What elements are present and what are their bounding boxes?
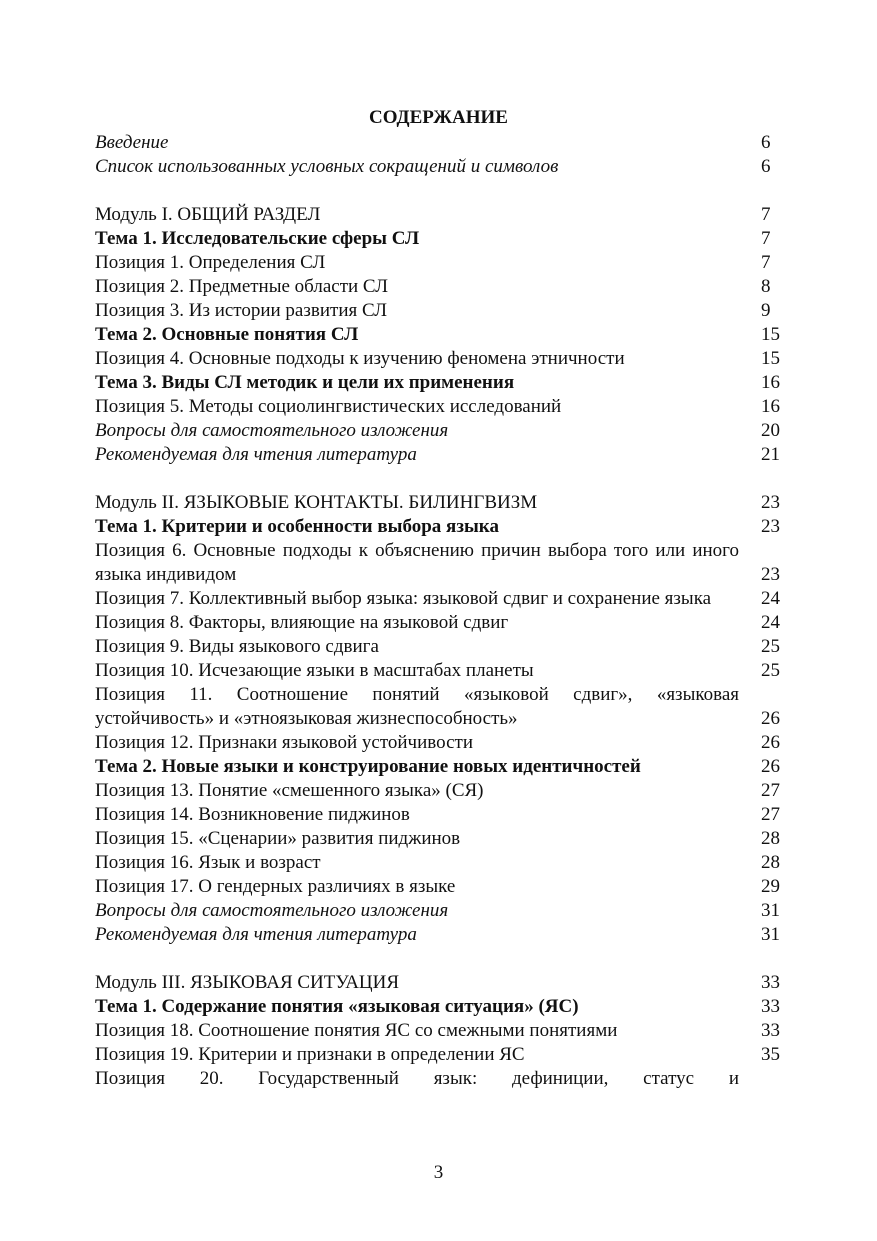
toc-entry-introduction[interactable] <box>95 131 785 155</box>
toc-entry-text: Тема 3. Виды СЛ методик и цели их применения <box>95 372 515 393</box>
toc-entry-text: Тема 1. Исследовательские сферы СЛ <box>95 228 420 249</box>
toc-entry-page: 21 <box>761 444 780 465</box>
toc-entry-theme[interactable] <box>95 371 785 395</box>
toc-entry-page: 7 <box>761 252 771 273</box>
toc-entry-page: 9 <box>761 300 771 321</box>
toc-entry-text: Тема 1. Содержание понятия «языковая ситуация» (ЯС) <box>95 996 579 1017</box>
toc-entry-text: Вопросы для самостоятельного изложения <box>95 900 449 921</box>
section-gap <box>95 467 785 491</box>
toc-entry-text: Модуль I. ОБЩИЙ РАЗДЕЛ <box>95 204 321 225</box>
toc-entry-text: Позиция 8. Факторы, влияющие на языковой сдвиг <box>95 612 509 633</box>
toc-entry-text: Введение <box>95 132 169 153</box>
toc-entry-page: 15 <box>761 348 780 369</box>
toc-entry-page: 33 <box>761 996 780 1017</box>
toc-entry-page: 35 <box>761 1044 780 1065</box>
toc-entry-text: Модуль III. ЯЗЫКОВАЯ СИТУАЦИЯ <box>95 972 400 993</box>
toc-entry-page: 29 <box>761 876 780 897</box>
toc-entry-abbreviations[interactable] <box>95 155 785 179</box>
toc-entry-theme[interactable] <box>95 755 785 779</box>
toc-entry-text: Список использованных условных сокращений и символов <box>95 156 559 177</box>
toc-entry-text: Тема 2. Основные понятия СЛ <box>95 324 359 345</box>
toc-entry-position[interactable] <box>95 875 785 899</box>
toc-entry-text: Позиция 1. Определения СЛ <box>95 252 326 273</box>
toc-entry-page: 26 <box>761 732 780 753</box>
toc-entry-page: 23 <box>761 564 780 585</box>
toc-entry-position[interactable] <box>95 803 785 827</box>
toc-entry-questions[interactable] <box>95 419 785 443</box>
toc-entry-text: Тема 2. Новые языки и конструирование новых идентичностей <box>95 756 641 777</box>
toc-entry-position[interactable] <box>95 539 785 587</box>
toc-entry-position[interactable] <box>95 1019 785 1043</box>
toc-entry-page: 16 <box>761 396 780 417</box>
toc-entry-page: 6 <box>761 156 771 177</box>
toc-entry-position[interactable] <box>95 611 785 635</box>
toc-entry-text: Позиция 17. О гендерных различиях в языке <box>95 876 456 897</box>
toc-entry-page: 8 <box>761 276 771 297</box>
toc-entry-theme[interactable] <box>95 323 785 347</box>
toc-entry-page: 31 <box>761 900 780 921</box>
toc-entry-text: Позиция 14. Возникновение пиджинов <box>95 804 410 825</box>
toc-entry-literature[interactable] <box>95 923 785 947</box>
toc-entry-page: 33 <box>761 1020 780 1041</box>
toc-entry-text: Вопросы для самостоятельного изложения <box>95 420 449 441</box>
toc-entry-position[interactable] <box>95 587 785 611</box>
toc-entry-text: Позиция 12. Признаки языковой устойчивости <box>95 732 473 753</box>
toc-entry-page: 20 <box>761 420 780 441</box>
toc-entry-text: Позиция 19. Критерии и признаки в определении ЯС <box>95 1044 525 1065</box>
toc-entry-page: 15 <box>761 324 780 345</box>
toc-entry-text: Позиция 2. Предметные области СЛ <box>95 276 389 297</box>
toc-entry-text: Модуль II. ЯЗЫКОВЫЕ КОНТАКТЫ. БИЛИНГВИЗМ <box>95 492 538 513</box>
toc-entry-page: 28 <box>761 852 780 873</box>
toc-entry-position[interactable] <box>95 851 785 875</box>
toc-entry-position[interactable] <box>95 251 785 275</box>
toc-entry-position[interactable] <box>95 299 785 323</box>
toc-entry-position[interactable] <box>95 683 785 731</box>
toc-entry-page: 26 <box>761 756 780 777</box>
toc-title: СОДЕРЖАНИЕ <box>369 107 508 128</box>
toc-entry-page: 26 <box>761 708 780 729</box>
toc-entry-theme[interactable] <box>95 515 785 539</box>
toc-entry-module-2[interactable] <box>95 491 785 515</box>
toc-entry-page: 33 <box>761 972 780 993</box>
toc-entry-literature[interactable] <box>95 443 785 467</box>
toc-entry-theme[interactable] <box>95 227 785 251</box>
toc-entry-text: Позиция 3. Из истории развития СЛ <box>95 300 388 321</box>
section-gap <box>95 947 785 971</box>
toc-entry-page: 6 <box>761 132 771 153</box>
toc-entry-page: 28 <box>761 828 780 849</box>
toc-entry-text: Позиция 6. Основные подходы к объяснению причин выбора того или иного языка индивидом <box>95 540 739 585</box>
section-gap <box>95 179 785 203</box>
toc-entry-text: Позиция 13. Понятие «смешенного языка» (СЯ) <box>95 780 484 801</box>
toc-entry-position[interactable] <box>95 731 785 755</box>
toc-entry-theme[interactable] <box>95 995 785 1019</box>
toc-entry-page: 27 <box>761 804 780 825</box>
toc-entry-position[interactable] <box>95 827 785 851</box>
toc-entry-page: 25 <box>761 636 780 657</box>
toc-entry-text: Позиция 4. Основные подходы к изучению феномена этничности <box>95 348 625 369</box>
toc-entry-text: Позиция 18. Соотношение понятия ЯС со смежными понятиями <box>95 1020 618 1041</box>
toc-entry-text: Рекомендуемая для чтения литература <box>95 444 417 465</box>
toc-entry-module-1[interactable] <box>95 203 785 227</box>
toc-entry-position[interactable] <box>95 1067 785 1091</box>
toc-entry-position[interactable] <box>95 347 785 371</box>
toc-entry-text: Позиция 16. Язык и возраст <box>95 852 321 873</box>
toc-entry-text: Тема 1. Критерии и особенности выбора языка <box>95 516 499 537</box>
toc-entry-text: Позиция 20. Государственный язык: дефиниции, статус и <box>95 1068 739 1089</box>
toc-entry-page: 31 <box>761 924 780 945</box>
toc-entry-text: Позиция 11. Соотношение понятий «языковой сдвиг», «языковая устойчивость» и «этноязыковая жизнеспособность» <box>95 684 739 729</box>
toc-entry-text: Рекомендуемая для чтения литература <box>95 924 417 945</box>
toc-entry-page: 24 <box>761 612 780 633</box>
toc-entry-text: Позиция 10. Исчезающие языки в масштабах планеты <box>95 660 534 681</box>
toc-entry-text: Позиция 5. Методы социолингвистических исследований <box>95 396 562 417</box>
toc-entry-position[interactable] <box>95 659 785 683</box>
toc-entry-page: 27 <box>761 780 780 801</box>
toc-entry-position[interactable] <box>95 779 785 803</box>
toc-entry-questions[interactable] <box>95 899 785 923</box>
toc-entry-page: 25 <box>761 660 780 681</box>
toc-entry-page: 23 <box>761 492 780 513</box>
toc-entry-page: 24 <box>761 588 780 609</box>
toc-entry-page: 7 <box>761 228 771 249</box>
toc-entry-text: Позиция 7. Коллективный выбор языка: языковой сдвиг и сохранение языка <box>95 588 712 609</box>
toc-entry-text: Позиция 15. «Сценарии» развития пиджинов <box>95 828 461 849</box>
toc-entry-module-3[interactable] <box>95 971 785 995</box>
toc-entry-position[interactable] <box>95 275 785 299</box>
toc-entry-text: Позиция 9. Виды языкового сдвига <box>95 636 379 657</box>
toc-entry-position[interactable] <box>95 635 785 659</box>
table-of-contents <box>95 131 785 1091</box>
toc-entry-page: 16 <box>761 372 780 393</box>
toc-entry-page: 7 <box>761 204 771 225</box>
toc-entry-position[interactable] <box>95 395 785 419</box>
toc-entry-position[interactable] <box>95 1043 785 1067</box>
toc-entry-page: 23 <box>761 516 780 537</box>
page-number: 3 <box>433 1162 444 1183</box>
